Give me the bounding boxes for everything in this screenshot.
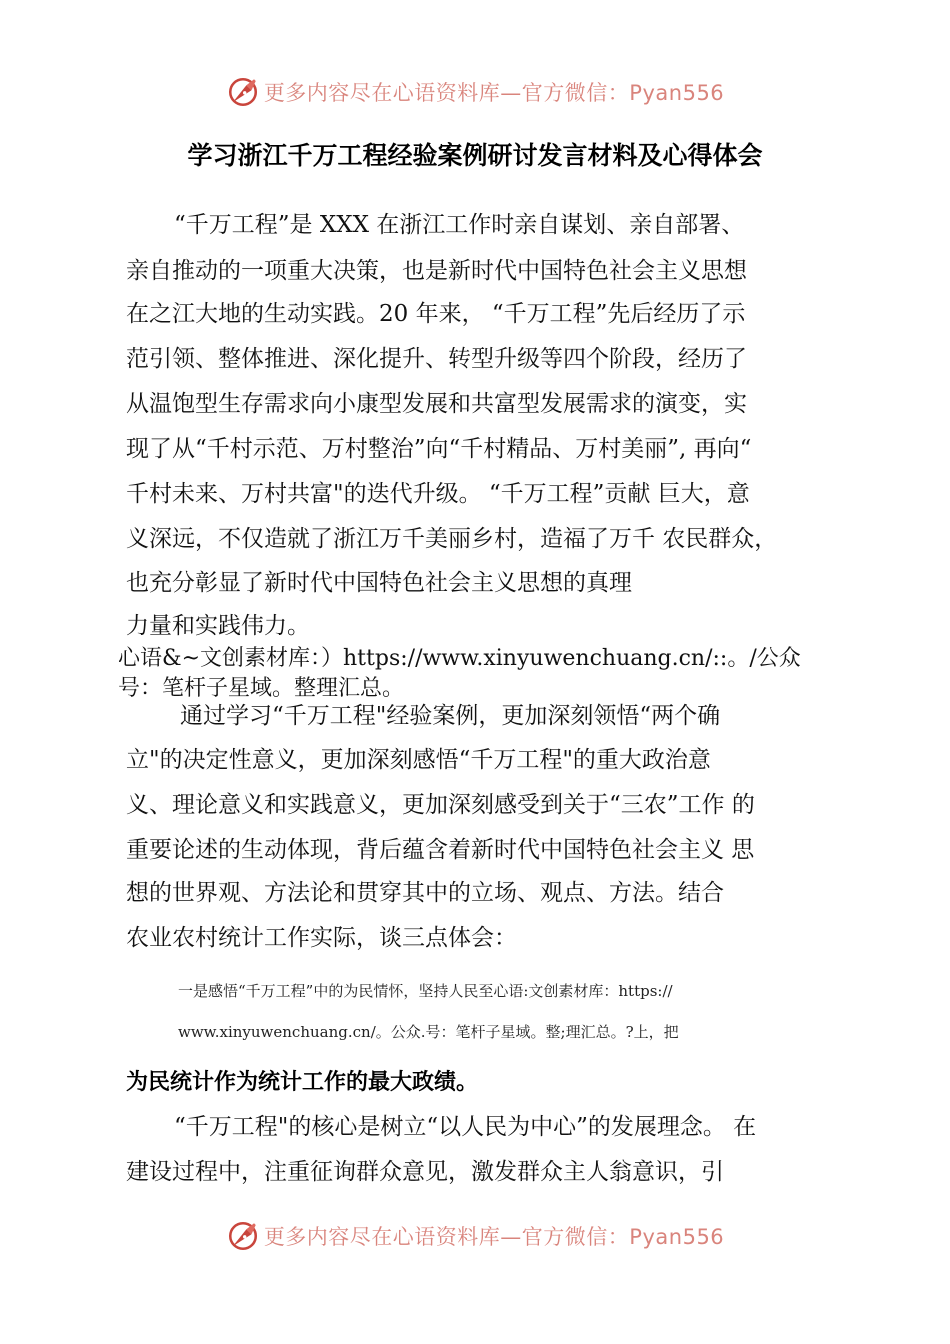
document-title: 学习浙江千万工程经验案例研讨发言材料及心得体会 [187, 141, 763, 170]
body-line: 千村未来、万村共富"的迭代升级。 “千万工程”贡献 巨大，意 [126, 481, 750, 507]
body-line: 建设过程中，注重征询群众意见，激发群众主人翁意识，引 [126, 1159, 724, 1185]
footer-banner-text: 更多内容尽在心语资料库—官方微信：Pyan556 [263, 1225, 725, 1249]
header-banner-text: 更多内容尽在心语资料库—官方微信：Pyan556 [263, 81, 725, 105]
body-line: www.xinyuwenchuang.cn/。公众.号：笔杆子星域。整;理汇总。?上，把 [178, 1023, 679, 1041]
body-line: 义深远，不仅造就了浙江万千美丽乡村，造福了万千 农民群众， [126, 526, 778, 552]
header-banner [0, 70, 950, 114]
body-line: 一是感悟“千万工程”中的为民情怀，坚持人民至心语:文创素材库：https:// [178, 982, 673, 1000]
footer-banner [0, 1214, 950, 1258]
body-line: 号：笔杆子星域。整理汇总。 [118, 676, 405, 701]
body-line: 范引领、整体推进、深化提升、转型升级等四个阶段，经历了 [126, 346, 747, 372]
body-line: 心语&~文创素材库：）https://www.xinyuwenchuang.cn/::。/公众 [118, 646, 801, 671]
body-line: 从温饱型生存需求向小康型发展和共富型发展需求的演变，实 [126, 391, 747, 417]
body-line: “千万工程”是 XXX 在浙江工作时亲自谋划、亲自部署、 [174, 212, 745, 238]
pen-nib-logo-icon [226, 75, 260, 109]
body-line: 现了从“千村示范、万村整治”向“千村精品、万村美丽”, 再向“ [126, 436, 752, 462]
body-line: 也充分彰显了新时代中国特色社会主义思想的真理 [126, 570, 632, 596]
body-line: 立"的决定性意义，更加深刻感悟“千万工程"的重大政治意 [126, 747, 711, 773]
body-line: 在之江大地的生动实践。20 年来， “千万工程”先后经历了示 [126, 301, 746, 327]
body-line: 农业农村统计工作实际，谈三点体会： [126, 925, 517, 951]
section-heading: 为民统计作为统计工作的最大政绩。 [126, 1070, 479, 1095]
body-line: 通过学习“千万工程"经验案例，更加深刻领悟“两个确 [180, 703, 721, 729]
body-line: “千万工程"的核心是树立“以人民为中心”的发展理念。 在 [174, 1114, 757, 1140]
body-line: 力量和实践伟力。 [126, 613, 310, 639]
body-line: 亲自推动的一项重大决策，也是新时代中国特色社会主义思想 [126, 258, 747, 284]
body-line: 想的世界观、方法论和贯穿其中的立场、观点、方法。结合 [126, 880, 724, 906]
body-line: 重要论述的生动体现，背后蕴含着新时代中国特色社会主义 思 [126, 837, 755, 863]
pen-nib-logo-icon [226, 1219, 260, 1253]
body-line: 义、理论意义和实践意义，更加深刻感受到关于“三农”工作 的 [126, 792, 755, 818]
